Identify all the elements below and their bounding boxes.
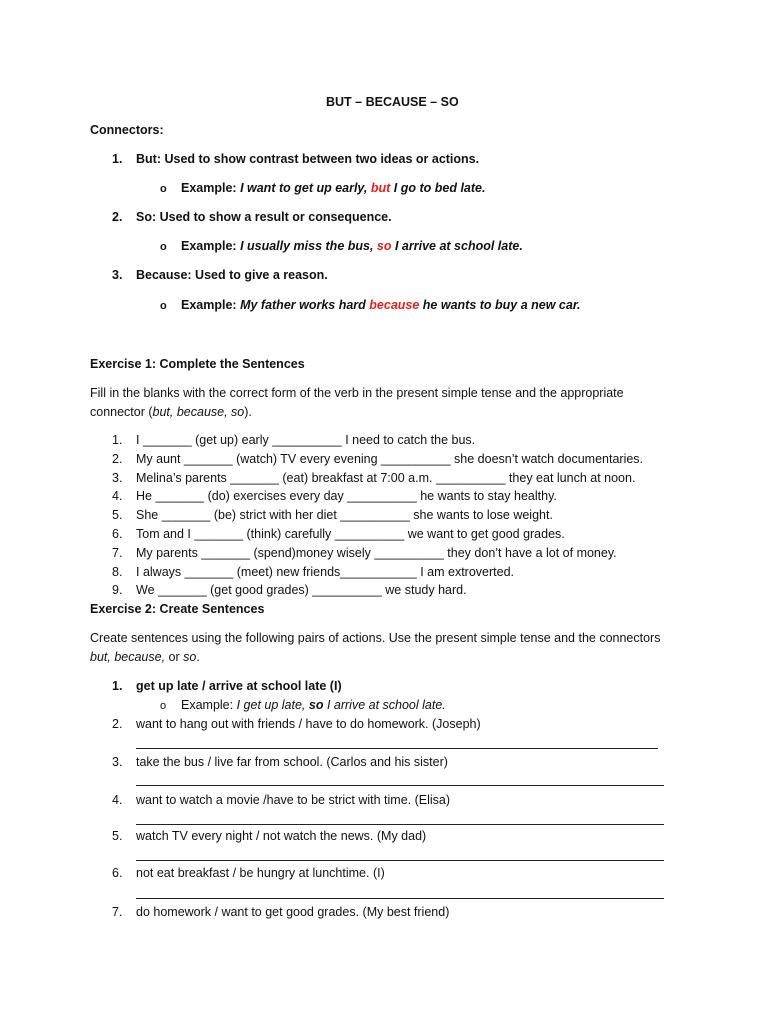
exercise2-instructions-line2: but, because, or so. — [90, 650, 200, 664]
example-connector: but — [370, 181, 391, 195]
list-item — [112, 488, 557, 504]
list-item — [112, 432, 475, 448]
answer-line[interactable] — [136, 748, 658, 749]
connector-example-so — [160, 238, 523, 255]
example-connector: so — [376, 239, 392, 253]
connector-definition: But: Used to show contrast between two ideas or actions. — [136, 152, 480, 166]
example-label: Example: — [181, 239, 237, 253]
bullet-icon: o — [160, 241, 167, 253]
answer-line[interactable] — [136, 860, 664, 861]
list-item — [112, 470, 635, 486]
item-prompt: not eat breakfast / be hungry at lunchtime. (I) — [136, 866, 385, 880]
example-text: he wants to buy a new car. — [419, 298, 581, 312]
item-number: 1. — [112, 433, 123, 447]
item-prompt: want to watch a movie /have to be strict with time. (Elisa) — [136, 793, 451, 807]
item-number: 1. — [112, 152, 123, 166]
fill-in-sentence[interactable]: My parents _______ (spend)money wisely __________ they don’t have a lot of money. — [136, 546, 617, 560]
list-item — [112, 526, 565, 542]
example-text: My father works hard — [236, 298, 370, 312]
bullet-icon: o — [160, 300, 167, 312]
exercise1-instructions-line2: connector (but, because, so). — [90, 405, 252, 419]
connectors-heading: Connectors: — [90, 123, 164, 137]
connector-item-but — [112, 151, 479, 167]
list-item — [112, 582, 467, 598]
list-item — [112, 564, 514, 580]
item-number: 3. — [112, 755, 123, 769]
item-number: 4. — [112, 793, 123, 807]
item-number: 6. — [112, 866, 123, 880]
example-text: I go to bed late. — [390, 181, 486, 195]
item-number: 9. — [112, 583, 123, 597]
example-label: Example: — [181, 298, 237, 312]
list-item — [112, 792, 450, 808]
list-item — [112, 545, 617, 561]
connector-item-so — [112, 209, 392, 225]
list-item — [112, 904, 449, 920]
fill-in-sentence[interactable]: She _______ (be) strict with her diet __________ she wants to lose weight. — [136, 508, 553, 522]
list-item — [112, 828, 426, 844]
connector-item-because — [112, 267, 328, 283]
exercise2-instructions: Create sentences using the following pairs of actions. Use the present simple tense and the connectors — [90, 631, 661, 645]
fill-in-sentence[interactable]: We _______ (get good grades) __________ we study hard. — [136, 583, 467, 597]
connector-example-but — [160, 180, 485, 197]
list-item — [112, 716, 481, 732]
fill-in-sentence[interactable]: I always _______ (meet) new friends___________ I am extroverted. — [136, 565, 515, 579]
item-number: 2. — [112, 210, 123, 224]
connector-definition: Because: Used to give a reason. — [136, 268, 328, 282]
exercise2-item-1 — [112, 678, 342, 694]
item-number: 5. — [112, 508, 123, 522]
item-prompt: do homework / want to get good grades. (My best friend) — [136, 905, 450, 919]
list-item — [112, 451, 643, 467]
fill-in-sentence[interactable]: I _______ (get up) early __________ I need to catch the bus. — [136, 433, 476, 447]
list-item — [112, 754, 448, 770]
answer-line[interactable] — [136, 785, 664, 786]
bullet-icon: o — [160, 700, 167, 712]
example-text: I want to get up early, — [236, 181, 371, 195]
exercise1-heading: Exercise 1: Complete the Sentences — [90, 357, 305, 371]
list-item — [112, 865, 385, 881]
fill-in-sentence[interactable]: He _______ (do) exercises every day __________ he wants to stay healthy. — [136, 489, 557, 503]
exercise1-instructions: Fill in the blanks with the correct form of the verb in the present simple tense and the appropriate — [90, 386, 624, 400]
item-prompt: want to hang out with friends / have to do homework. (Joseph) — [136, 717, 481, 731]
item-prompt: watch TV every night / not watch the news. (My dad) — [136, 829, 427, 843]
fill-in-sentence[interactable]: Tom and I _______ (think) carefully __________ we want to get good grades. — [136, 527, 565, 541]
item-number: 3. — [112, 471, 123, 485]
connector-definition: So: Used to show a result or consequence. — [136, 210, 392, 224]
item-number: 7. — [112, 546, 123, 560]
page-title: BUT – BECAUSE – SO — [326, 95, 459, 109]
connector-example-because — [160, 297, 580, 314]
item-number: 7. — [112, 905, 123, 919]
example-label: Example: — [181, 181, 237, 195]
item-number: 3. — [112, 268, 123, 282]
item-number: 8. — [112, 565, 123, 579]
example-label: Example: — [181, 698, 237, 712]
exercise2-example: o Example: I get up late, so I arrive at school late. — [160, 698, 446, 712]
item-prompt: take the bus / live far from school. (Carlos and his sister) — [136, 755, 448, 769]
item-prompt: get up late / arrive at school late (I) — [136, 679, 342, 693]
fill-in-sentence[interactable]: My aunt _______ (watch) TV every evening __________ she doesn’t watch documentaries. — [136, 452, 644, 466]
answer-line[interactable] — [136, 898, 664, 899]
item-number: 1. — [112, 679, 123, 693]
example-connector: because — [369, 298, 420, 312]
item-number: 2. — [112, 717, 123, 731]
example-text: I arrive at school late. — [391, 239, 523, 253]
bullet-icon: o — [160, 183, 167, 195]
example-text: I usually miss the bus, — [236, 239, 377, 253]
exercise2-heading: Exercise 2: Create Sentences — [90, 602, 265, 616]
list-item — [112, 507, 553, 523]
item-number: 2. — [112, 452, 123, 466]
fill-in-sentence[interactable]: Melina’s parents _______ (eat) breakfast at 7:00 a.m. __________ they eat lunch at noon. — [136, 471, 636, 485]
item-number: 5. — [112, 829, 123, 843]
item-number: 6. — [112, 527, 123, 541]
item-number: 4. — [112, 489, 123, 503]
answer-line[interactable] — [136, 824, 664, 825]
